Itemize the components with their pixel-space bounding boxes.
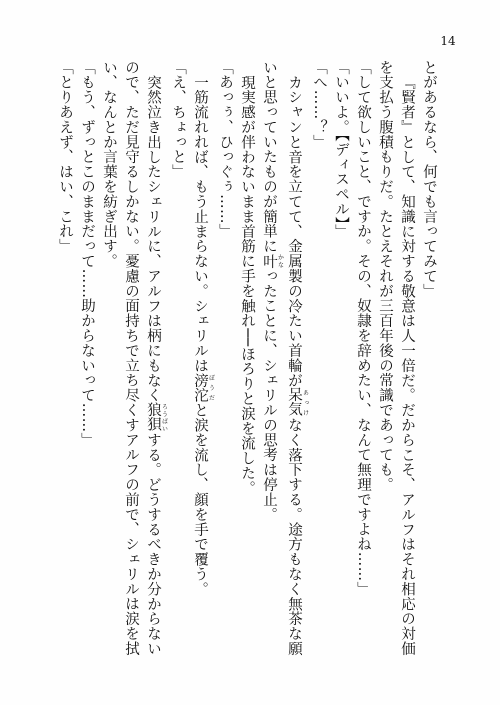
furigana-boda: 滂沱 ぼうだ <box>192 372 215 403</box>
furigana-akke: 呆気 あっけ <box>286 387 309 418</box>
text-line-9: 現実感が伴わないまま首筋に手を触れ──ほろりと涙を流した。 <box>239 74 255 496</box>
page-number: 14 <box>440 34 456 48</box>
text-line-8: いと思っていたものが簡単に叶 かなったことに、シェリルの思考は停止。 <box>261 60 284 522</box>
text-line-14: ので、ただ見守るしかない。憂慮の面持ちで立ち尽くすアルフの前で、シェリルは涙を拭 <box>123 60 139 656</box>
text-line-17: 「とりあえず、はい、これ」 <box>57 60 73 254</box>
text-line-15: い、なんとか言葉を紡ぎ出す。 <box>101 60 117 269</box>
text-line-2: 『賢者』として、知識に対する敬意は人一倍だ。だからこそ、アルフはそれ相応の対価 <box>399 74 415 656</box>
text-line-5: 「いいよ。【ディスペル】」 <box>333 60 349 240</box>
text-line-16: 「もう、ずっとこのままだって……助からないって……」 <box>79 60 95 448</box>
furigana-robai: 狼狽 ろうばい <box>145 402 168 433</box>
text-line-7: カシャンと音を立てて、金属製の冷たい首輪が呆気 あっけなく落下する。途方もなく無茶な願 <box>286 74 309 656</box>
text-line-1: とがあるなら、何でも言ってみて」 <box>421 60 437 299</box>
text-line-12: 「え、ちょっと」 <box>170 60 186 180</box>
text-line-10: 「あっぅ、ひっぐぅ……」 <box>217 60 233 239</box>
vertical-text-body <box>57 60 440 680</box>
text-line-6: 「へ……？」 <box>311 60 327 150</box>
text-line-13: 突然泣き出したシェリルに、アルフは柄にもなく狼狽 ろうばいする。どうするべきか分からない <box>145 74 168 656</box>
text-line-3: を支払う腹積もりだ。たとえそれが三百年後の常識であっても。 <box>377 60 393 493</box>
furigana-kana: 叶 かな <box>261 253 284 269</box>
text-line-11: 一筋流れれば、もう止まらない。シェリルは滂沱 ぼうだと涙を流し、顔を手で覆う。 <box>192 74 215 597</box>
text-line-4: 「して欲しいこと、ですか。その、奴隷を辞めたい、なんて無理ですよね……」 <box>355 60 371 597</box>
